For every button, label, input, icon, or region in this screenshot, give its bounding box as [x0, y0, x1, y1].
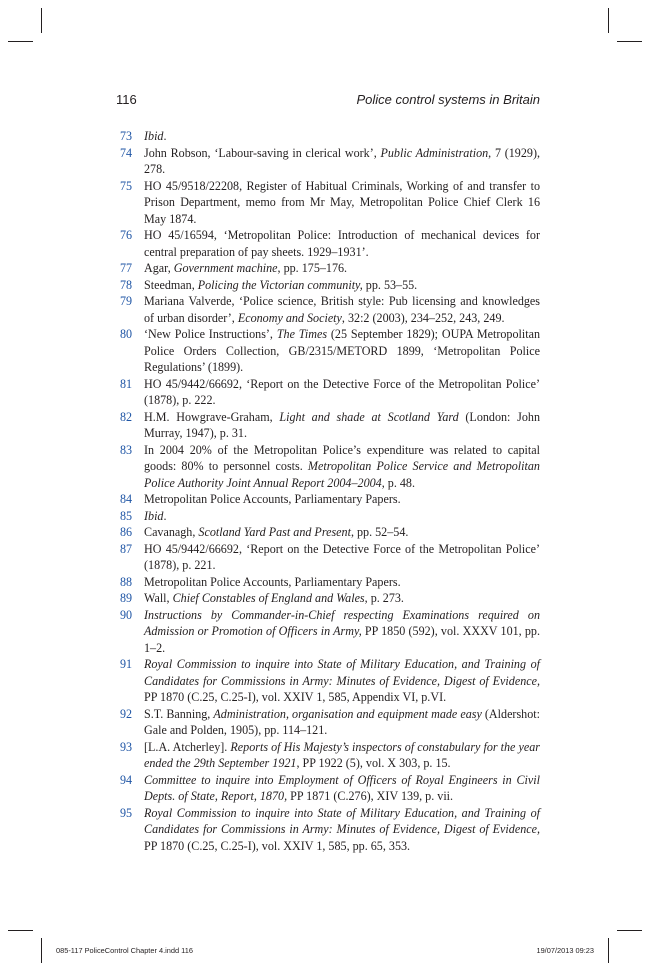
- endnote-80: [120, 326, 540, 376]
- endnote-segment: S.T. Banning,: [144, 706, 214, 721]
- endnote-84: [120, 491, 540, 508]
- endnote-segment: PP 1850 (592), vol. XXXV 101, pp. 1–2.: [144, 624, 540, 655]
- endnote-text: [144, 706, 540, 739]
- endnote-94: [120, 772, 540, 805]
- endnote-79: [120, 293, 540, 326]
- date-slug: 19/07/2013 09:23: [536, 946, 594, 955]
- endnote-85: [120, 508, 540, 525]
- endnote-number: 76: [120, 228, 133, 242]
- endnote-73: [120, 128, 540, 145]
- endnote-italic-segment: Instructions by Commander-in-Chief respecting Examinations required on Admission or Promotion of Officers in Army,: [144, 607, 540, 638]
- endnote-text: [144, 739, 540, 772]
- endnote-segment: HO 45/9518/22208, Register of Habitual Criminals, Working of and transfer to Prison Department, memo from Mr May, Metropolitan Police Chief Clerk 16 May 1874.: [144, 178, 540, 226]
- endnote-number: 90: [120, 607, 133, 622]
- endnotes-list: [120, 128, 540, 854]
- endnote-93: [120, 739, 540, 772]
- endnote-text: [144, 376, 540, 409]
- endnote-segment: , PP 1922 (5), vol. X 303, p. 15.: [296, 756, 451, 770]
- endnote-number: 73: [120, 129, 133, 143]
- endnote-number: 74: [120, 145, 133, 160]
- endnote-segment: , p. 273.: [364, 591, 404, 605]
- endnote-number: 95: [120, 805, 133, 820]
- endnote-74: [120, 145, 540, 178]
- endnote-segment: pp. 53–55.: [362, 277, 418, 292]
- endnote-italic-segment: Committee to inquire into Employment of Officers of Royal Engineers in Civil Depts. of State, Report, 1870,: [144, 772, 540, 803]
- endnote-text: [144, 442, 540, 492]
- endnote-segment: HO 45/16594, ‘Metropolitan Police: Introduction of mechanical devices for central preparation of pay sheets. 1929–1931’.: [144, 228, 540, 259]
- endnote-81: [120, 376, 540, 409]
- endnote-segment: , pp. 175–176.: [277, 261, 348, 275]
- endnote-italic-segment: Administration, organisation and equipment made easy: [213, 706, 482, 721]
- endnote-number: 91: [120, 657, 133, 671]
- endnote-number: 93: [120, 739, 133, 754]
- endnote-text: [144, 326, 540, 376]
- endnote-number: 94: [120, 772, 133, 787]
- crop-mark-top-right-vertical: [608, 8, 609, 33]
- endnote-92: [120, 706, 540, 739]
- endnote-segment: .: [163, 508, 167, 523]
- endnote-number: 84: [120, 492, 133, 506]
- endnote-text: [144, 227, 540, 260]
- endnote-segment: (25 September 1829); OUPA Metropolitan Police Orders Collection, GB/2315/METORD 1899, ‘Metropolitan Police Regulations’ (1899).: [144, 327, 540, 374]
- endnote-82: [120, 409, 540, 442]
- endnote-text: [144, 805, 540, 855]
- endnote-number: 75: [120, 178, 133, 193]
- crop-mark-bottom-right-horizontal: [617, 930, 642, 931]
- endnote-italic-segment: Public Administration: [380, 145, 489, 160]
- endnote-italic-segment: Economy and Society: [237, 310, 342, 325]
- running-head: [116, 92, 540, 110]
- endnote-italic-segment: Ibid: [144, 129, 164, 143]
- endnote-text: [144, 277, 540, 294]
- endnote-segment: Steedman,: [144, 277, 198, 292]
- endnote-text: [144, 541, 540, 574]
- crop-mark-bottom-left-horizontal: [8, 930, 33, 931]
- endnote-segment: , p. 48.: [381, 475, 415, 490]
- endnote-number: 81: [120, 376, 133, 391]
- endnote-86: [120, 524, 540, 541]
- endnote-text: [144, 574, 540, 591]
- endnote-number: 85: [120, 508, 133, 523]
- endnote-italic-segment: Policing the Victorian community,: [197, 277, 363, 292]
- endnote-italic-segment: Light and shade at Scotland Yard: [279, 409, 459, 424]
- endnote-text: [144, 607, 540, 657]
- endnote-number: 89: [120, 591, 133, 605]
- endnote-segment: ‘New Police Instructions’,: [144, 327, 277, 341]
- endnote-text: [144, 590, 540, 607]
- endnote-78: [120, 277, 540, 294]
- endnote-segment: [L.A. Atcherley].: [144, 739, 231, 754]
- endnote-segment: .: [163, 129, 167, 143]
- crop-mark-bottom-left-vertical: [41, 938, 42, 963]
- endnote-88: [120, 574, 540, 591]
- endnote-segment: (Aldershot: Gale and Polden, 1905), pp. 114–121.: [144, 706, 540, 737]
- endnote-italic-segment: Reports of His Majesty’s inspectors of constabulary for the year ended the 29th September 1921: [144, 739, 540, 770]
- endnote-75: [120, 178, 540, 228]
- endnote-number: 83: [120, 442, 133, 457]
- endnote-95: [120, 805, 540, 855]
- endnote-segment: Agar,: [144, 261, 174, 275]
- page-number: 116: [116, 92, 137, 107]
- endnote-segment: Metropolitan Police Accounts, Parliamentary Papers.: [144, 492, 401, 506]
- endnote-91: [120, 656, 540, 706]
- endnote-76: [120, 227, 540, 260]
- file-slug: 085-117 PoliceControl Chapter 4.indd 116: [56, 946, 193, 955]
- endnote-segment: PP 1870 (C.25, C.25-I), vol. XXIV 1, 585, pp. 65, 353.: [144, 838, 411, 853]
- crop-mark-top-right-horizontal: [617, 41, 642, 42]
- endnote-segment: Metropolitan Police Accounts, Parliamentary Papers.: [144, 574, 401, 589]
- endnote-83: [120, 442, 540, 492]
- endnote-text: [144, 260, 540, 277]
- endnote-text: [144, 524, 540, 541]
- endnote-87: [120, 541, 540, 574]
- endnote-segment: HO 45/9442/66692, ‘Report on the Detective Force of the Metropolitan Police’ (1878), p. 222.: [144, 376, 540, 407]
- endnote-77: [120, 260, 540, 277]
- endnote-italic-segment: Government machine: [173, 261, 278, 275]
- endnote-90: [120, 607, 540, 657]
- endnote-italic-segment: Royal Commission to inquire into State of Military Education, and Training of Candidates for Commissions in Army: Minutes of Evidence, Digest of Evidence,: [144, 657, 540, 688]
- endnote-text: [144, 772, 540, 805]
- endnote-italic-segment: Royal Commission to inquire into State of Military Education, and Training of Candidates for Commissions in Army: Minutes of Evidence, Digest of Evidence,: [144, 805, 540, 836]
- endnote-segment: , pp. 52–54.: [350, 525, 409, 539]
- endnote-segment: PP 1870 (C.25, C.25-I), vol. XXIV 1, 585, Appendix VI, p.VI.: [144, 690, 447, 704]
- endnote-italic-segment: Ibid: [144, 508, 164, 523]
- endnote-text: [144, 409, 540, 442]
- endnote-segment: PP 1871 (C.276), XIV 139, p. vii.: [287, 789, 454, 803]
- endnote-text: [144, 491, 540, 508]
- endnote-italic-segment: Chief Constables of England and Wales: [172, 591, 365, 605]
- crop-mark-top-left-horizontal: [8, 41, 33, 42]
- endnote-number: 87: [120, 541, 133, 556]
- endnote-text: [144, 293, 540, 326]
- endnote-segment: , 32:2 (2003), 234–252, 243, 249.: [341, 310, 505, 325]
- endnote-text: [144, 128, 540, 145]
- endnote-italic-segment: Metropolitan Police Service and Metropolitan Police Authority Joint Annual Report 2004–2004: [144, 459, 540, 490]
- endnote-segment: In 2004 20% of the Metropolitan Police’s expenditure was related to capital goods: 80% to personnel costs.: [144, 442, 540, 473]
- endnote-segment: Wall,: [144, 591, 173, 605]
- endnote-italic-segment: Scotland Yard Past and Present: [198, 525, 351, 539]
- endnote-number: 78: [120, 277, 133, 292]
- crop-mark-bottom-right-vertical: [608, 938, 609, 963]
- endnote-segment: , 7 (1929), 278.: [144, 145, 540, 176]
- endnote-italic-segment: The Times: [276, 327, 328, 341]
- endnote-number: 77: [120, 261, 133, 275]
- endnote-number: 82: [120, 409, 133, 424]
- endnote-segment: John Robson, ‘Labour-saving in clerical work’,: [144, 145, 381, 160]
- endnote-text: [144, 508, 540, 525]
- endnote-segment: Mariana Valverde, ‘Police science, British style: Pub licensing and knowledges of urban disorder’,: [144, 294, 540, 325]
- endnote-text: [144, 145, 540, 178]
- chapter-title: Police control systems in Britain: [356, 92, 540, 107]
- endnote-text: [144, 656, 540, 706]
- endnote-segment: HO 45/9442/66692, ‘Report on the Detective Force of the Metropolitan Police’ (1878), p. 221.: [144, 541, 540, 572]
- endnote-segment: (London: John Murray, 1947), p. 31.: [144, 409, 541, 440]
- endnote-number: 88: [120, 574, 133, 589]
- endnote-text: [144, 178, 540, 228]
- endnote-segment: H.M. Howgrave-Graham,: [144, 409, 280, 424]
- endnote-number: 80: [120, 327, 133, 341]
- endnote-89: [120, 590, 540, 607]
- endnote-segment: Cavanagh,: [144, 525, 199, 539]
- endnote-number: 79: [120, 294, 133, 308]
- endnote-number: 92: [120, 706, 133, 721]
- crop-mark-top-left-vertical: [41, 8, 42, 33]
- endnote-number: 86: [120, 525, 133, 539]
